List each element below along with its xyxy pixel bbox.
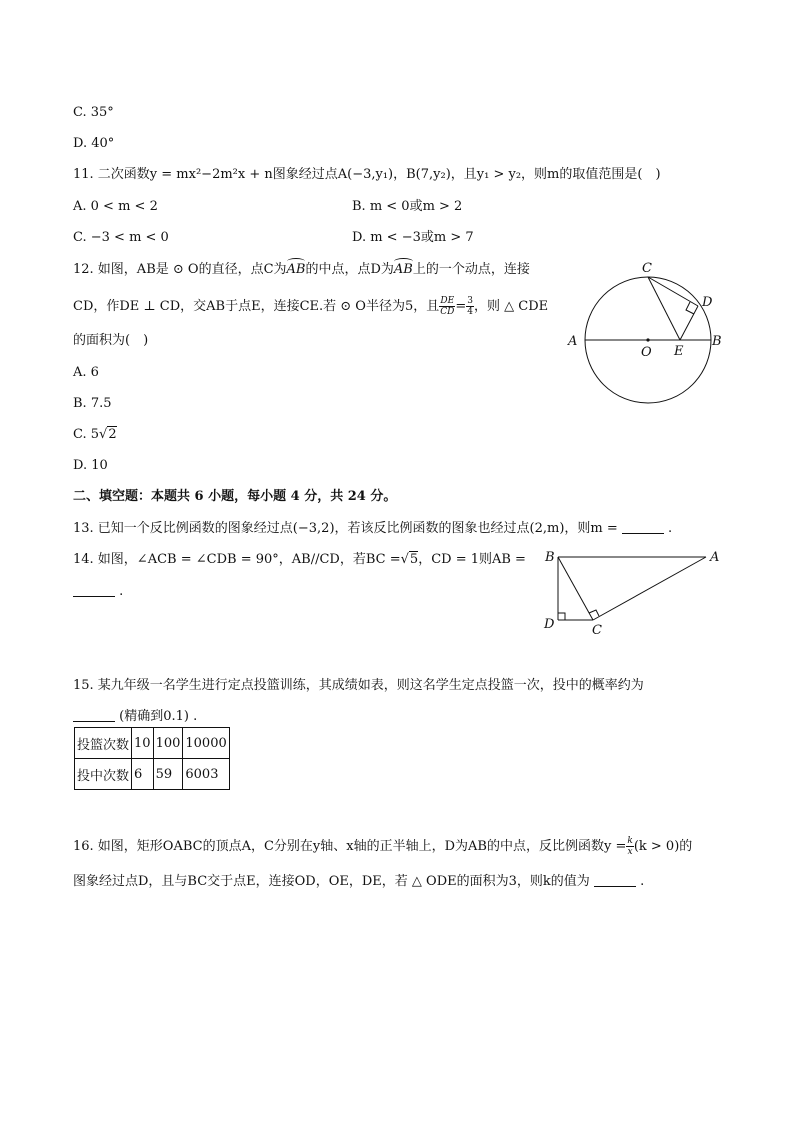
q12-circle-figure (560, 258, 730, 408)
q15-text: (精确到0.1) . (119, 709, 198, 724)
q12-line2 (73, 296, 548, 317)
q11-question: 11. 二次函数y = mx²−2m²x + n图象经过点A(−3,y₁)，B(7,y₂)，且y₁ > y₂，则m的取值范围是( ) (73, 167, 661, 182)
q16-text: 图象经过点D，且与BC交于点E，连接OD，OE，DE，若 △ ODE的面积为3，则k的值为 (73, 874, 590, 889)
label-e: E (674, 344, 684, 359)
fraction-numerator: DE (440, 296, 455, 306)
q10-option-d: D. 40° (73, 136, 115, 151)
q11-option-b: B. m < 0或m > 2 (352, 199, 463, 214)
label-c: C (592, 623, 602, 638)
table-row (75, 728, 230, 759)
label-b: B (545, 550, 555, 565)
q10-option-c: C. 35° (73, 105, 114, 120)
table-row (75, 759, 230, 790)
center-point (646, 338, 649, 341)
answer-blank[interactable] (73, 709, 115, 722)
q16-line1 (73, 836, 692, 857)
table-cell: 59 (153, 759, 183, 790)
arc-ab: AB (286, 262, 306, 277)
option-text: C. 5 (73, 427, 100, 442)
table-cell: 投篮次数 (75, 728, 132, 759)
q12-option-b: B. 7.5 (73, 396, 112, 411)
q12-text: 的中点，点D为 (305, 262, 394, 277)
table-cell: 10000 (183, 728, 229, 759)
sqrt-5: √5 (400, 552, 419, 567)
q13-question (73, 520, 672, 538)
q13-text: 13. 已知一个反比例函数的图象经过点(−3,2)，若该反比例函数的图象也经过点(2,m)，则m = (73, 521, 618, 536)
label-c: C (642, 261, 652, 276)
fraction-denominator: CD (440, 307, 455, 317)
q12-option-d: D. 10 (73, 458, 108, 473)
q14-text: ，CD = 1则AB = (418, 552, 526, 567)
fraction-k-x (626, 836, 633, 857)
fraction-de-cd (439, 296, 455, 317)
radicand: 5 (409, 552, 419, 567)
q11-option-c: C. −3 < m < 0 (73, 230, 169, 245)
segment-bc (558, 557, 593, 620)
label-a: A (568, 334, 578, 349)
q14-triangle-figure (538, 544, 728, 639)
table-cell: 投中次数 (75, 759, 132, 790)
q11-option-d: D. m < −3或m > 7 (352, 230, 474, 245)
q15-answer-line (73, 708, 197, 726)
section-2-heading: 二、填空题：本题共 6 小题，每小题 4 分，共 24 分。 (73, 489, 397, 504)
q14-text: 14. 如图，∠ACB = ∠CDB = 90°，AB//CD，若BC = (73, 552, 401, 567)
fraction-denominator: 4 (467, 307, 473, 317)
fraction-denominator: x (627, 847, 633, 857)
arc-ab: AB (393, 262, 413, 277)
q12-text: 上的一个动点，连接 (412, 262, 530, 277)
q13-end: . (668, 521, 673, 536)
equals-sign: = (455, 299, 467, 314)
q14-end: . (119, 584, 124, 599)
right-angle-mark-d (558, 613, 565, 620)
q12-text: CD，作DE ⊥ CD，交AB于点E，连接CE.若 ⊙ O半径为5，且 (73, 299, 440, 314)
q15-question: 15. 某九年级一名学生进行定点投篮训练，其成绩如表，则这名学生定点投篮一次，投中的概率约为 (73, 678, 644, 693)
fraction-3-4 (466, 296, 474, 317)
answer-blank[interactable] (622, 521, 664, 534)
radicand: 2 (108, 427, 117, 442)
q12-option-a: A. 6 (73, 365, 99, 380)
table-cell: 100 (153, 728, 183, 759)
q12-line1 (73, 261, 530, 279)
q12-line3: 的面积为( ) (73, 333, 149, 348)
sqrt-2: √2 (99, 427, 117, 442)
label-d: D (544, 617, 555, 632)
table-cell: 6003 (183, 759, 229, 790)
answer-blank[interactable] (594, 874, 636, 887)
label-a: A (710, 550, 720, 565)
table-cell: 10 (132, 728, 154, 759)
q14-answer-line (73, 583, 123, 601)
answer-blank[interactable] (73, 584, 115, 597)
q12-option-c (73, 426, 117, 444)
q16-text: 16. 如图，矩形OABC的顶点A，C分别在y轴、x轴的正半轴上，D为AB的中点，反比例函数y = (73, 839, 627, 854)
segment-ca (593, 557, 706, 620)
table-cell: 6 (132, 759, 154, 790)
label-b: B (712, 334, 722, 349)
fraction-numerator: 3 (467, 296, 473, 306)
q16-end: . (640, 874, 645, 889)
q16-text: (k > 0)的 (633, 839, 693, 854)
q14-question (73, 551, 526, 569)
q12-text: ，则 △ CDE (473, 299, 549, 314)
label-d: D (702, 295, 713, 310)
q12-text: 12. 如图，AB是 ⊙ O的直径，点C为 (73, 262, 287, 277)
fraction-numerator: k (627, 836, 633, 846)
right-angle-mark (686, 302, 694, 314)
label-o: O (641, 345, 652, 360)
q15-score-table (74, 727, 230, 790)
q11-option-a: A. 0 < m < 2 (73, 199, 158, 214)
q16-line2 (73, 873, 644, 891)
